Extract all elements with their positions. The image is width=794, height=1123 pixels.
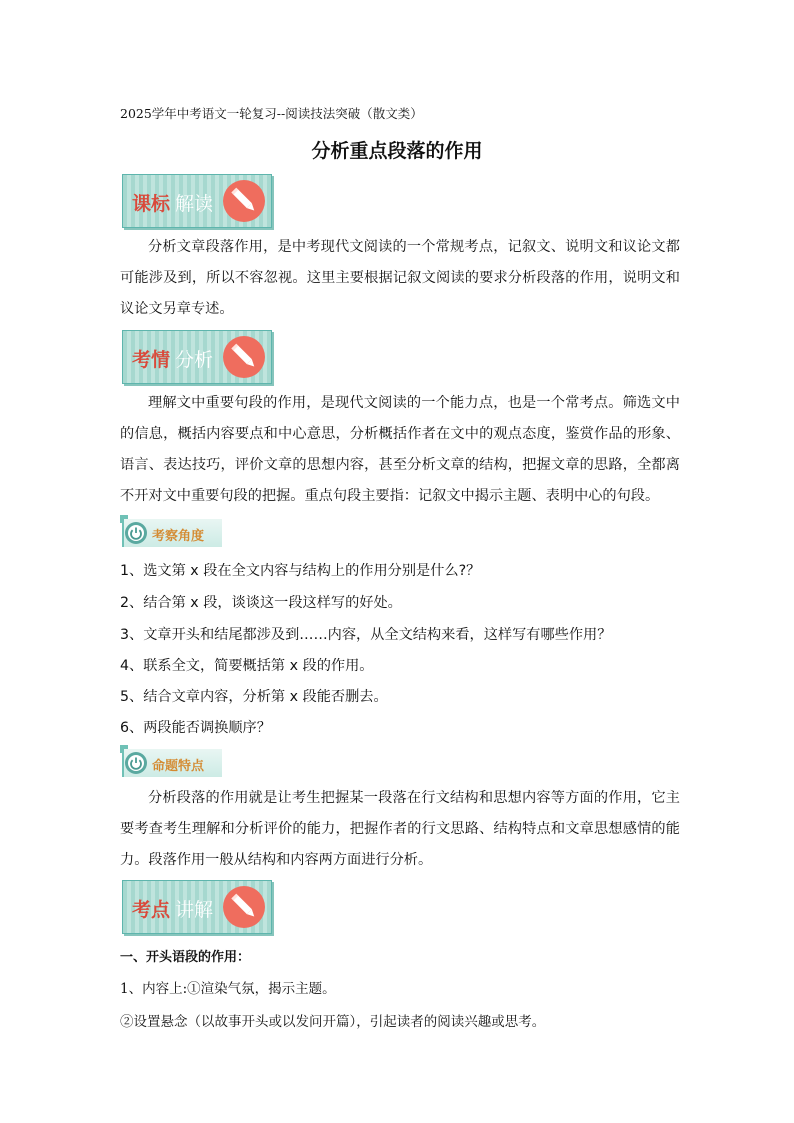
question-item: 1、选文第 x 段在全文内容与结构上的作用分别是什么?？ [120, 563, 481, 579]
banner-bold-text: 课标 [132, 193, 171, 215]
banner-light-text: 讲解 [175, 899, 214, 921]
pencil-icon [223, 180, 265, 222]
banner-bold-text: 考情 [132, 349, 171, 371]
banner-light-text: 分析 [175, 349, 214, 371]
page-title: 分析重点段落的作用 [311, 140, 483, 162]
tag-label: 命题特点 [152, 759, 205, 774]
tag-exam-angle [120, 515, 222, 549]
banner-light-text: 解读 [175, 193, 214, 215]
tag-question-features [120, 745, 222, 779]
document-header: 2025学年中考语文一轮复习--阅读技法突破（散文类） [120, 106, 423, 121]
question-item: 2、结合第 x 段，谈谈这一段这样写的好处。 [120, 595, 402, 611]
banner-bold-text: 考点 [132, 899, 171, 921]
intro-paragraph: 分析文章段落作用，是中考现代文阅读的一个常规考点，记叙文、说明文和议论文都可能涉及到，所以不容忽视。这里主要根据记叙文阅读的要求分析段落的作用，说明文和议论文另章专述。 [120, 239, 680, 317]
power-icon [124, 521, 148, 545]
banner-analysis [122, 330, 272, 384]
section-line: ②设置悬念（以故事开头或以发问开篇），引起读者的阅读兴趣或思考。 [120, 1014, 546, 1030]
pencil-icon [223, 336, 265, 378]
features-paragraph: 分析段落的作用就是让考生把握某一段落在行文结构和思想内容等方面的作用，它主要考查考生理解和分析评价的能力，把握作者的行文思路、结构特点和文章思想感情的能力。段落作用一般从结构和内容两方面进行分析。 [120, 790, 680, 868]
analysis-paragraph: 理解文中重要句段的作用，是现代文阅读的一个能力点，也是一个常考点。筛选文中的信息，概括内容要点和中心意思，分析概括作者在文中的观点态度，鉴赏作品的形象、语言、表达技巧，评价文章的思想内容，甚至分析文章的结构，把握文章的思路，全都离不开对文中重要句段的把握。重点句段主要指：记叙文中揭示主题、表明中心的句段。 [120, 395, 680, 504]
section-line: 1、内容上:①渲染气氛，揭示主题。 [120, 981, 336, 997]
pencil-icon [223, 886, 265, 928]
question-item: 6、两段能否调换顺序？ [120, 720, 271, 736]
power-icon [124, 751, 148, 775]
tag-label: 考察角度 [152, 529, 205, 544]
question-item: 5、结合文章内容，分析第 x 段能否删去。 [120, 689, 388, 705]
banner-key-points [122, 880, 272, 934]
question-item: 3、文章开头和结尾都涉及到……内容，从全文结构来看，这样写有哪些作用？ [120, 627, 612, 643]
section-title: 一、开头语段的作用： [120, 950, 251, 965]
banner-curriculum [122, 174, 272, 228]
question-item: 4、联系全文，简要概括第 x 段的作用。 [120, 658, 374, 674]
